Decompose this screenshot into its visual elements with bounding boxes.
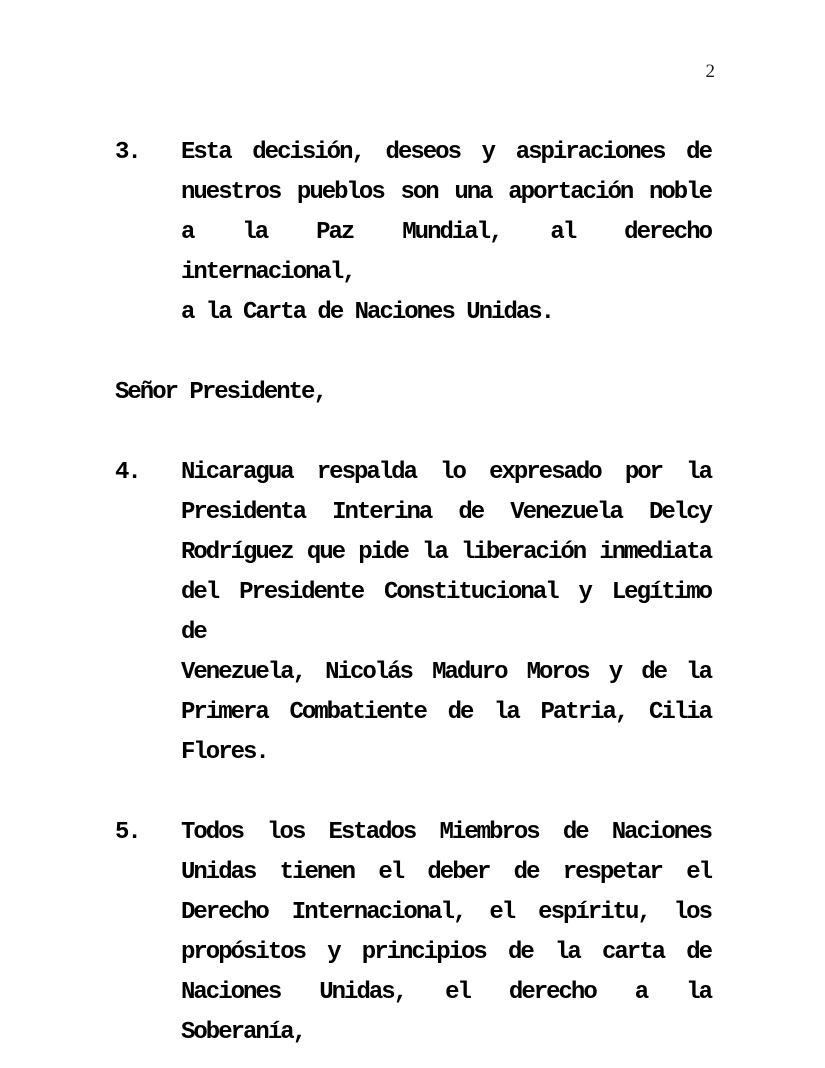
paragraph-lines xyxy=(181,813,711,1053)
paragraph-number: 3. xyxy=(115,139,140,166)
paragraph-4 xyxy=(115,453,711,773)
text-line: Unidas tienen el deber de respetar el xyxy=(181,859,711,886)
text-line: Nicaragua respalda lo expresado por la xyxy=(181,459,711,486)
text-line: Flores. xyxy=(181,739,268,766)
text-line: Presidenta Interina de Venezuela Delcy xyxy=(181,499,711,526)
text-line: Derecho Internacional, el espíritu, los xyxy=(181,899,711,926)
text-line: Señor Presidente, xyxy=(115,379,326,406)
text-line: a la Carta de Naciones Unidas. xyxy=(181,299,554,326)
text-line: Venezuela, Nicolás Maduro Moros y de la xyxy=(181,659,711,686)
salutation xyxy=(115,373,711,413)
paragraph-lines xyxy=(181,453,711,773)
paragraph-lines xyxy=(181,133,711,333)
document-body xyxy=(115,133,711,1053)
text-line: Naciones Unidas, el derecho a la Soberanía, xyxy=(181,979,711,1046)
paragraph-number: 5. xyxy=(115,819,140,846)
text-line: Esta decisión, deseos y aspiraciones de xyxy=(181,139,711,166)
page-number: 2 xyxy=(705,61,715,82)
text-line: Todos los Estados Miembros de Naciones xyxy=(181,819,711,846)
paragraph-5 xyxy=(115,813,711,1053)
text-line: del Presidente Constitucional y Legítimo de xyxy=(181,579,711,646)
paragraph-number: 4. xyxy=(115,459,140,486)
text-line: a la Paz Mundial, al derecho internacional, xyxy=(181,219,711,286)
text-line: Primera Combatiente de la Patria, Cilia xyxy=(181,699,711,726)
text-line: propósitos y principios de la carta de xyxy=(181,939,711,966)
text-line: nuestros pueblos son una aportación noble xyxy=(181,179,711,206)
paragraph-3 xyxy=(115,133,711,333)
text-line: Rodríguez que pide la liberación inmediata xyxy=(181,539,711,566)
